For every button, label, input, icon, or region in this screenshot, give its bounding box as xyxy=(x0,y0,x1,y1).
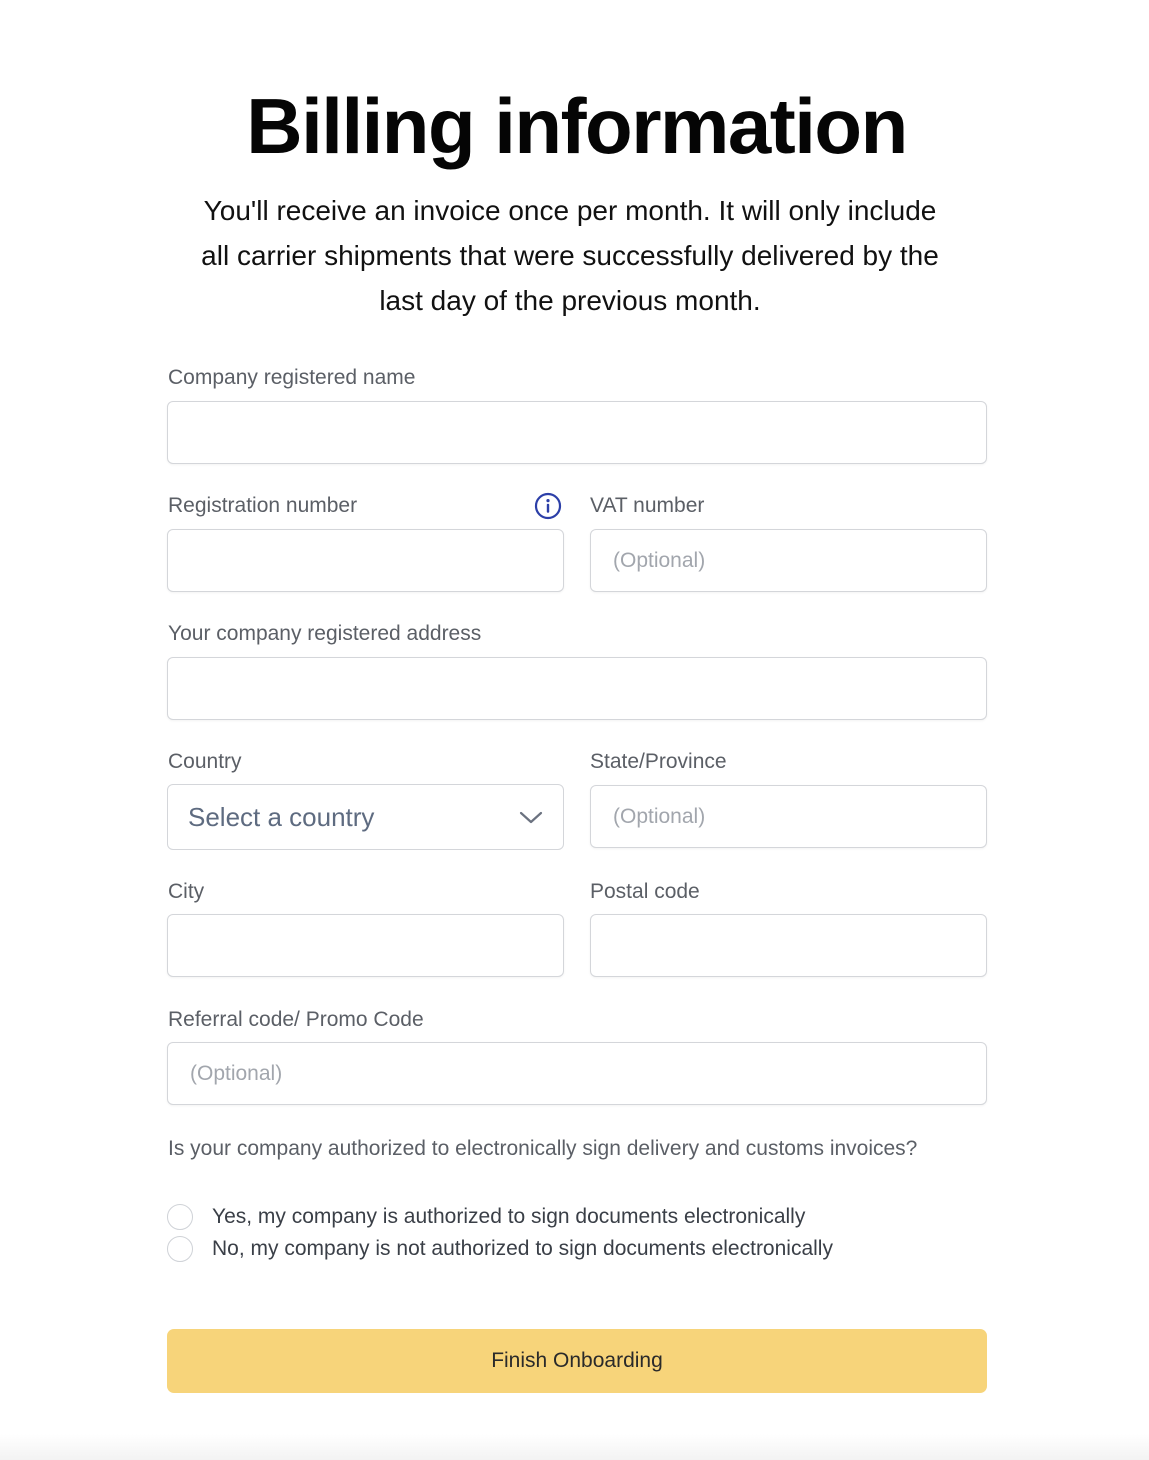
esign-option-no[interactable] xyxy=(167,1236,833,1262)
info-icon[interactable] xyxy=(534,492,562,520)
city-label: City xyxy=(168,880,205,903)
company-name-input[interactable] xyxy=(167,401,987,464)
address-label: Your company registered address xyxy=(168,622,482,645)
address-input[interactable] xyxy=(167,657,987,720)
company-name-label: Company registered name xyxy=(168,366,416,389)
country-select-value: Select a country xyxy=(188,801,375,832)
registration-number-label: Registration number xyxy=(168,494,358,517)
radio-label-no: No, my company is not authorized to sign documents electronically xyxy=(212,1237,833,1260)
esign-question: Is your company authorized to electronically sign delivery and customs invoices? xyxy=(168,1137,918,1160)
page-subtitle: You'll receive an invoice once per month. It will only include all carrier shipments that were successfully delivered by the last day of the previous month. xyxy=(201,195,939,316)
vat-number-input[interactable] xyxy=(590,529,987,592)
radio-label-yes: Yes, my company is authorized to sign documents electronically xyxy=(212,1205,806,1228)
postal-code-label: Postal code xyxy=(590,880,700,903)
registration-number-input[interactable] xyxy=(167,529,564,592)
page-title: Billing information xyxy=(246,82,907,170)
referral-label: Referral code/ Promo Code xyxy=(168,1008,424,1031)
city-input[interactable] xyxy=(167,914,564,977)
referral-input[interactable] xyxy=(167,1042,987,1105)
radio-button[interactable] xyxy=(167,1204,193,1230)
country-select[interactable] xyxy=(167,784,564,850)
postal-code-input[interactable] xyxy=(590,914,987,977)
country-label: Country xyxy=(168,750,242,773)
vat-number-label: VAT number xyxy=(590,494,705,517)
bottom-edge-shade xyxy=(0,1434,1149,1460)
finish-onboarding-button[interactable]: Finish Onboarding xyxy=(167,1329,987,1393)
esign-option-yes[interactable] xyxy=(167,1204,805,1230)
state-label: State/Province xyxy=(590,750,727,773)
state-input[interactable] xyxy=(590,785,987,848)
chevron-down-icon xyxy=(519,807,543,827)
radio-button[interactable] xyxy=(167,1236,193,1262)
